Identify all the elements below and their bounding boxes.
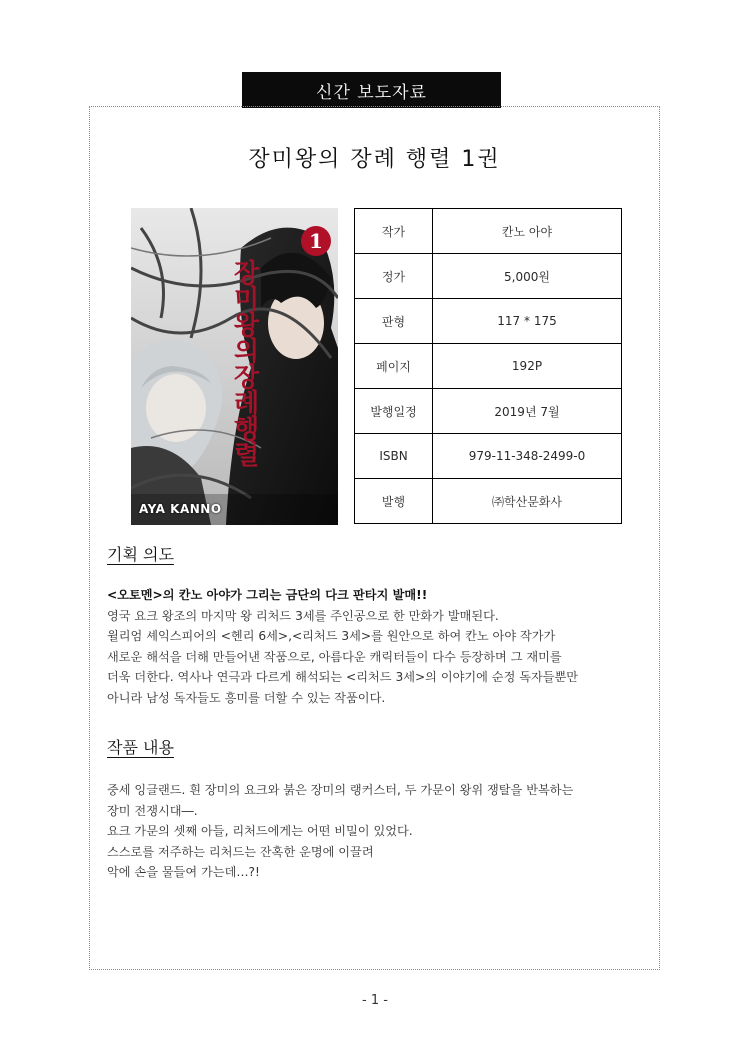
table-row <box>355 209 622 254</box>
info-value: 192P <box>433 344 622 389</box>
intent-line: 영국 요크 왕조의 마지막 왕 리처드 3세를 주인공으로 한 만화가 발매된다. <box>107 608 499 623</box>
cover-title-text: 장미왕의장례행렬 <box>229 259 259 467</box>
content-line: 장미 전쟁시대―. <box>107 803 198 818</box>
info-key: 페이지 <box>355 344 433 389</box>
header-label: 신간 보도자료 <box>316 82 427 103</box>
intent-paragraph <box>107 585 637 708</box>
info-key: ISBN <box>355 434 433 479</box>
table-row <box>355 434 622 479</box>
page-number: - 1 - <box>362 993 388 1008</box>
table-row <box>355 254 622 299</box>
intent-line: 더욱 더한다. 역사나 연극과 다르게 해석되는 <리처드 3세>의 이야기에 순정 독자들뿐만 <box>107 670 579 684</box>
table-row <box>355 389 622 434</box>
content-line: 스스로를 저주하는 리처드는 잔혹한 운명에 이끌려 <box>107 844 374 859</box>
table-row <box>355 344 622 389</box>
info-value: ㈜학산문화사 <box>433 479 622 524</box>
intent-lead-line: <오토멘>의 칸노 아야가 그리는 금단의 다크 판타지 발매!! <box>107 588 428 602</box>
info-value: 117 * 175 <box>433 299 622 344</box>
table-row <box>355 299 622 344</box>
cover-author-text: AYA KANNO <box>139 502 222 516</box>
content-line: 중세 잉글랜드. 흰 장미의 요크와 붉은 장미의 랭커스터, 두 가문이 왕위 쟁탈을 반복하는 <box>107 783 574 797</box>
content-line: 요크 가문의 셋째 아들, 리처드에게는 어떤 비밀이 있었다. <box>107 824 413 838</box>
info-value: 칸노 아야 <box>433 209 622 254</box>
info-value: 2019년 7월 <box>433 389 622 434</box>
info-value: 5,000원 <box>433 254 622 299</box>
info-key: 정가 <box>355 254 433 299</box>
press-release-header <box>242 72 501 108</box>
intent-line: 아니라 남성 독자들도 흥미를 더할 수 있는 작품이다. <box>107 690 386 705</box>
intent-line: 윌리엄 셰익스피어의 <헨리 6세>,<리처드 3세>를 원안으로 하여 칸노 아야 작가가 <box>107 629 556 643</box>
content-paragraph <box>107 780 637 883</box>
intent-line: 새로운 해석을 더해 만들어낸 작품으로, 아름다운 캐릭터들이 다수 등장하며 그 재미를 <box>107 649 562 664</box>
info-key: 판형 <box>355 299 433 344</box>
volume-badge: 1 <box>301 226 331 256</box>
content-section-heading: 작품 내용 <box>107 738 174 757</box>
info-key: 작가 <box>355 209 433 254</box>
book-info-table <box>354 208 622 524</box>
intent-section-heading: 기획 의도 <box>107 545 174 564</box>
book-cover-image <box>131 208 338 525</box>
info-value: 979-11-348-2499-0 <box>433 434 622 479</box>
info-key: 발행일정 <box>355 389 433 434</box>
info-key: 발행 <box>355 479 433 524</box>
table-row <box>355 479 622 524</box>
page-title: 장미왕의 장례 행렬 1권 <box>248 147 501 172</box>
content-line: 악에 손을 물들여 가는데…?! <box>107 865 260 879</box>
